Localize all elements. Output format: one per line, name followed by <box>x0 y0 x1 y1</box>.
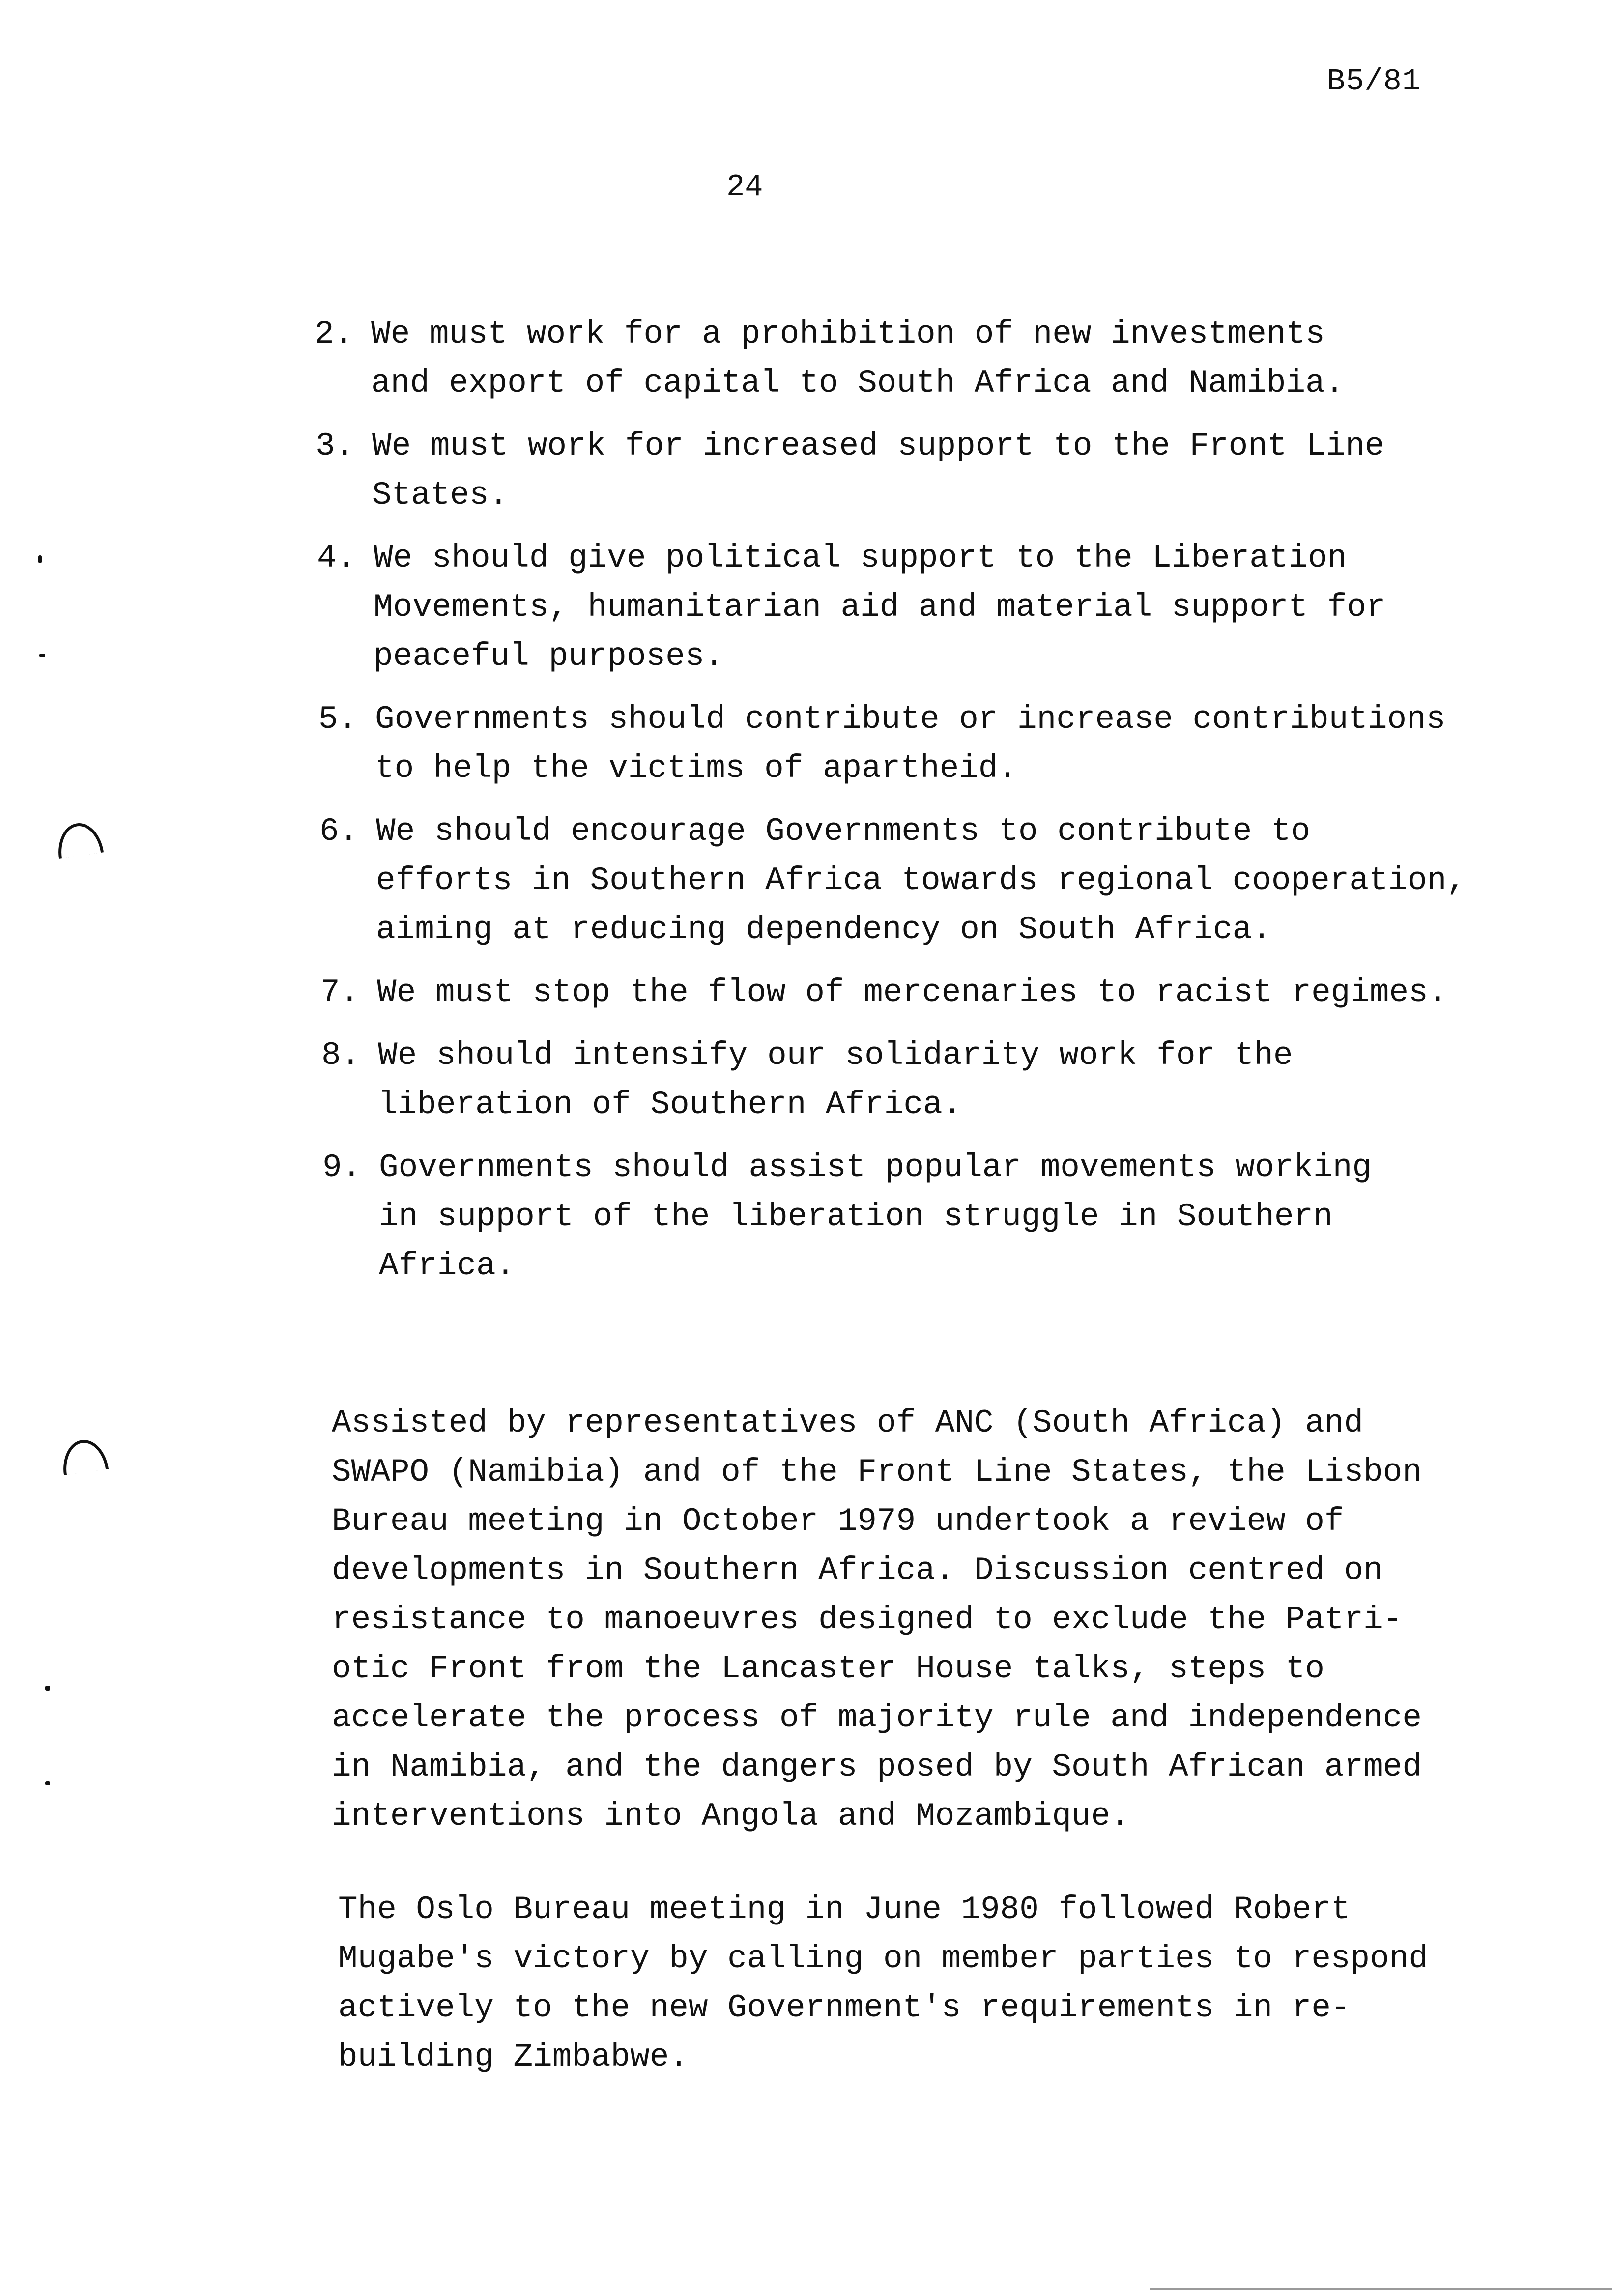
list-item-number: 6. <box>319 813 359 850</box>
paragraph-oslo-meeting: The Oslo Bureau meeting in June 1980 followed Robert Mugabe's victory by calling on member parties to respond actively to the new Government's requirements in re- building Zimbabwe. <box>338 1891 1428 2075</box>
list-item <box>322 1143 1504 1291</box>
list-item <box>319 807 1504 954</box>
list-item-text: We must work for increased support to the Front Line States. <box>372 428 1384 514</box>
list-item-number: 7. <box>320 974 360 1011</box>
list-item-number: 8. <box>321 1037 361 1074</box>
list-item-number: 2. <box>315 316 354 352</box>
scan-speck <box>45 1686 50 1691</box>
list-item <box>316 422 1504 520</box>
list-item-number: 4. <box>317 540 356 576</box>
list-item-text: We must stop the flow of mercenaries to racist regimes. <box>377 974 1448 1011</box>
list-item-number: 5. <box>318 701 358 738</box>
punch-hole-mark <box>55 820 104 859</box>
list-item <box>315 310 1504 408</box>
list-item-text: Governments should contribute or increase contributions to help the victims of apartheid. <box>375 701 1446 787</box>
list-item-text: We should encourage Governments to contribute to efforts in Southern Africa towards regional cooperation, aiming at reducing dependency on South Africa. <box>376 813 1466 948</box>
list-item <box>317 534 1504 681</box>
scan-speck <box>45 1781 50 1785</box>
list-item <box>318 695 1504 793</box>
list-item-text: Governments should assist popular movements working in support of the liberation struggle in Southern Africa. <box>379 1149 1372 1284</box>
document-reference: B5/81 <box>1327 64 1421 99</box>
scan-speck <box>38 555 42 563</box>
list-item-number: 3. <box>316 428 355 464</box>
paragraph-lisbon-meeting: Assisted by representatives of ANC (South Africa) and SWAPO (Namibia) and of the Front Line States, the Lisbon Bureau meeting in October 1979 undertook a review of developments in Southern Africa. Discussion centred on resistance to manoeuvres designed to exclude the Patri- otic Front from the Lancaster House talks, steps to accelerate the process of majority rule and independence in Namibia, and the dangers posed by South African armed interventions into Angola and Mozambique. <box>332 1405 1422 1835</box>
list-item-text: We should intensify our solidarity work for the liberation of Southern Africa. <box>378 1037 1293 1123</box>
list-item-text: We must work for a prohibition of new investments and export of capital to South Africa and Namibia. <box>371 316 1345 402</box>
scan-edge-line <box>1150 2288 1612 2290</box>
list-item-text: We should give political support to the Liberation Movements, humanitarian aid and material support for peaceful purposes. <box>374 540 1386 675</box>
list-item-number: 9. <box>322 1149 362 1186</box>
punch-hole-mark <box>59 1437 109 1475</box>
numbered-list <box>315 310 1504 1304</box>
scan-speck <box>39 654 45 657</box>
list-item <box>321 1031 1504 1129</box>
page-number: 24 <box>726 170 763 204</box>
list-item <box>320 968 1504 1017</box>
